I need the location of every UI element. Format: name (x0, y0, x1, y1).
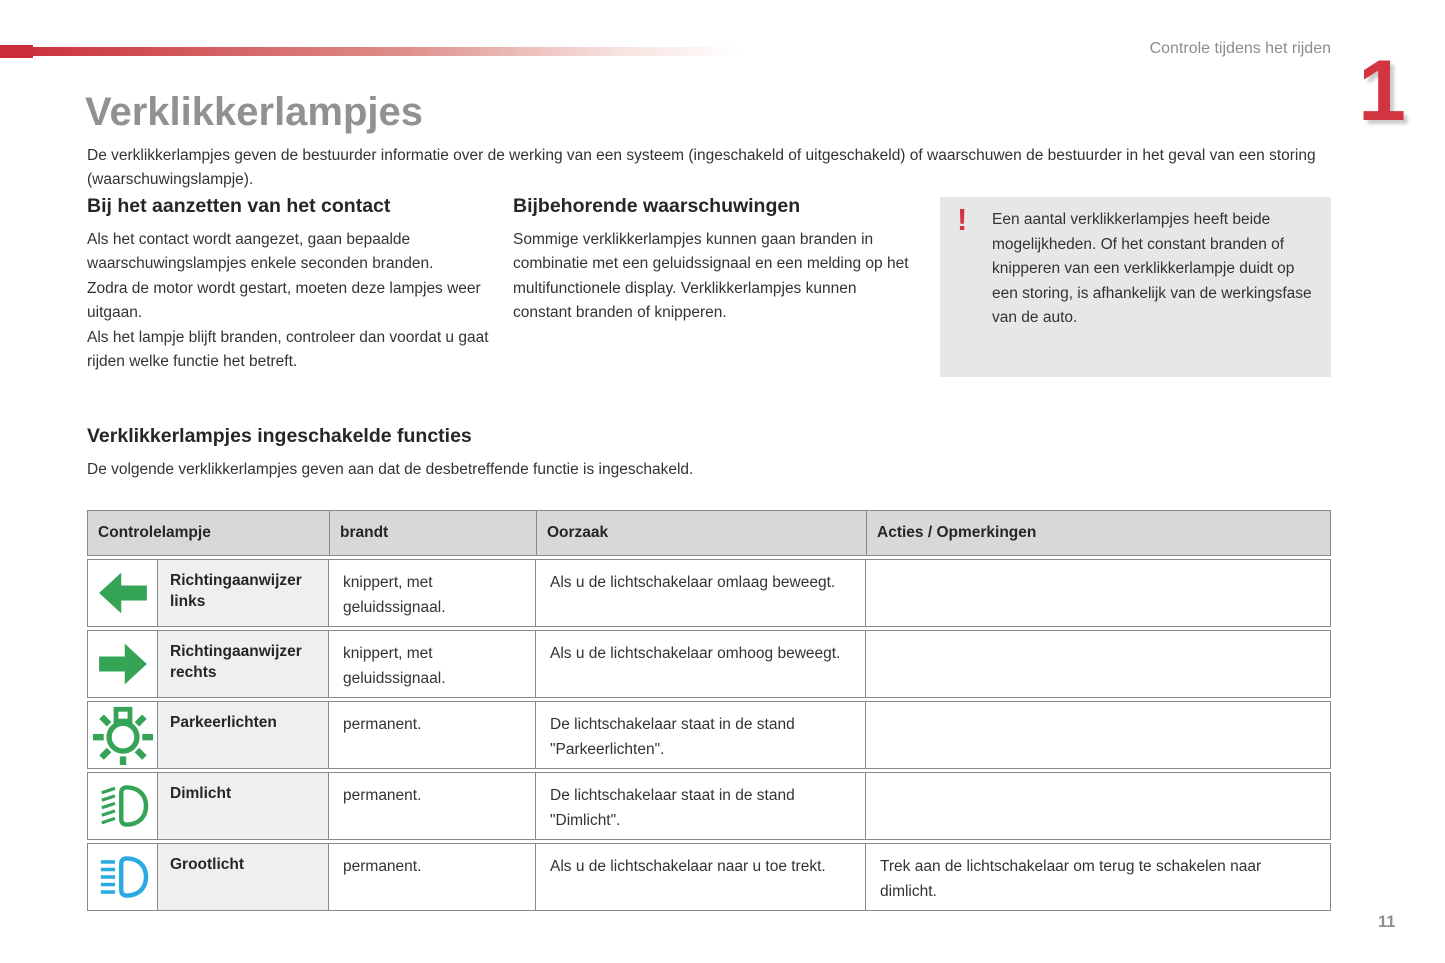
indicator-label: Parkeerlichten (158, 702, 329, 768)
brandt-value: knippert, met geluidssignaal. (329, 560, 536, 626)
notice-text: Een aantal verklikkerlampjes heeft beide mogelijkheden. Of het constant branden of knipperen van een verklikkerlampje duidt op een storing, is afhankelijk van de werkingsfase van de auto. (992, 211, 1312, 327)
contact-section-body (87, 228, 493, 374)
acties-value (866, 702, 1330, 768)
header-accent-bar-gradient (33, 47, 763, 56)
brandt-value: permanent. (329, 702, 536, 768)
brandt-value: knippert, met geluidssignaal. (329, 631, 536, 697)
indicator-label: Richtingaanwijzer links (158, 560, 329, 626)
table-header-oorzaak: Oorzaak (537, 511, 867, 555)
brandt-value: permanent. (329, 844, 536, 910)
page-number: 11 (1378, 913, 1396, 931)
oorzaak-value: De lichtschakelaar staat in de stand "Dimlicht". (536, 773, 866, 839)
intro-paragraph: De verklikkerlampjes geven de bestuurder informatie over de werking van een systeem (ingeschakeld of uitgeschakeld) of waarschuwen de bestuurder in het geval van een storing (waarschuwingslampje). (87, 147, 1316, 188)
contact-paragraph-2: Zodra de motor wordt gestart, moeten deze lampjes weer uitgaan. (87, 279, 481, 322)
table-header-brandt: brandt (330, 511, 537, 555)
table-header-acties: Acties / Opmerkingen (877, 524, 1037, 541)
table-row (87, 772, 1331, 840)
turn-right-arrow-icon (88, 631, 158, 697)
high-beam-icon (88, 844, 158, 910)
table-header-controlelampje: Controlelampje (88, 511, 330, 555)
oorzaak-value: Als u de lichtschakelaar omlaag beweegt. (536, 560, 866, 626)
acties-value: Trek aan de lichtschakelaar om terug te schakelen naar dimlicht. (880, 858, 1262, 900)
table-row (87, 843, 1331, 911)
low-beam-icon (88, 773, 158, 839)
warnings-paragraph-1: Sommige verklikkerlampjes kunnen gaan branden in combinatie met een geluidssignaal en een melding op het multifunctionele display. Verklikkerlampjes kunnen constant branden of knipperen. (513, 231, 909, 322)
page-title: Verklikkerlampjes (85, 90, 424, 134)
indicator-label: Dimlicht (158, 773, 329, 839)
functions-section-heading: Verklikkerlampjes ingeschakelde functies (87, 425, 472, 447)
warnings-section-body (513, 228, 913, 326)
parking-lights-icon (88, 702, 158, 768)
turn-left-arrow-icon (88, 560, 158, 626)
oorzaak-value: Als u de lichtschakelaar naar u toe trekt. (536, 844, 866, 910)
contact-paragraph-3: Als het lampje blijft branden, controleer dan voordat u gaat rijden welke functie het betreft. (87, 328, 489, 371)
warnings-section-heading: Bijbehorende waarschuwingen (513, 195, 801, 217)
functions-section-subtext: De volgende verklikkerlampjes geven aan dat de desbetreffende functie is ingeschakeld. (87, 461, 694, 478)
oorzaak-value: De lichtschakelaar staat in de stand "Parkeerlichten". (536, 702, 866, 768)
indicator-label: Grootlicht (158, 844, 329, 910)
table-row (87, 559, 1331, 627)
table-row (87, 630, 1331, 698)
contact-section-heading: Bij het aanzetten van het contact (87, 195, 391, 217)
indicator-label: Richtingaanwijzer rechts (158, 631, 329, 697)
acties-value (866, 560, 1330, 626)
header-accent-bar-block (0, 45, 33, 58)
table-row (87, 701, 1331, 769)
running-header: Controle tijdens het rijden (1149, 40, 1331, 57)
acties-value (866, 631, 1330, 697)
contact-paragraph-1: Als het contact wordt aangezet, gaan bepaalde waarschuwingslampjes enkele seconden branden. (87, 231, 434, 273)
indicator-table (87, 510, 1331, 914)
table-body (87, 559, 1331, 911)
chapter-number-tab: 1 (1358, 43, 1406, 139)
exclamation-icon: ! (957, 202, 968, 237)
brandt-value: permanent. (329, 773, 536, 839)
important-notice-box (940, 197, 1331, 377)
oorzaak-value: Als u de lichtschakelaar omhoog beweegt. (536, 631, 866, 697)
table-header-row (87, 510, 1331, 556)
acties-value (866, 773, 1330, 839)
